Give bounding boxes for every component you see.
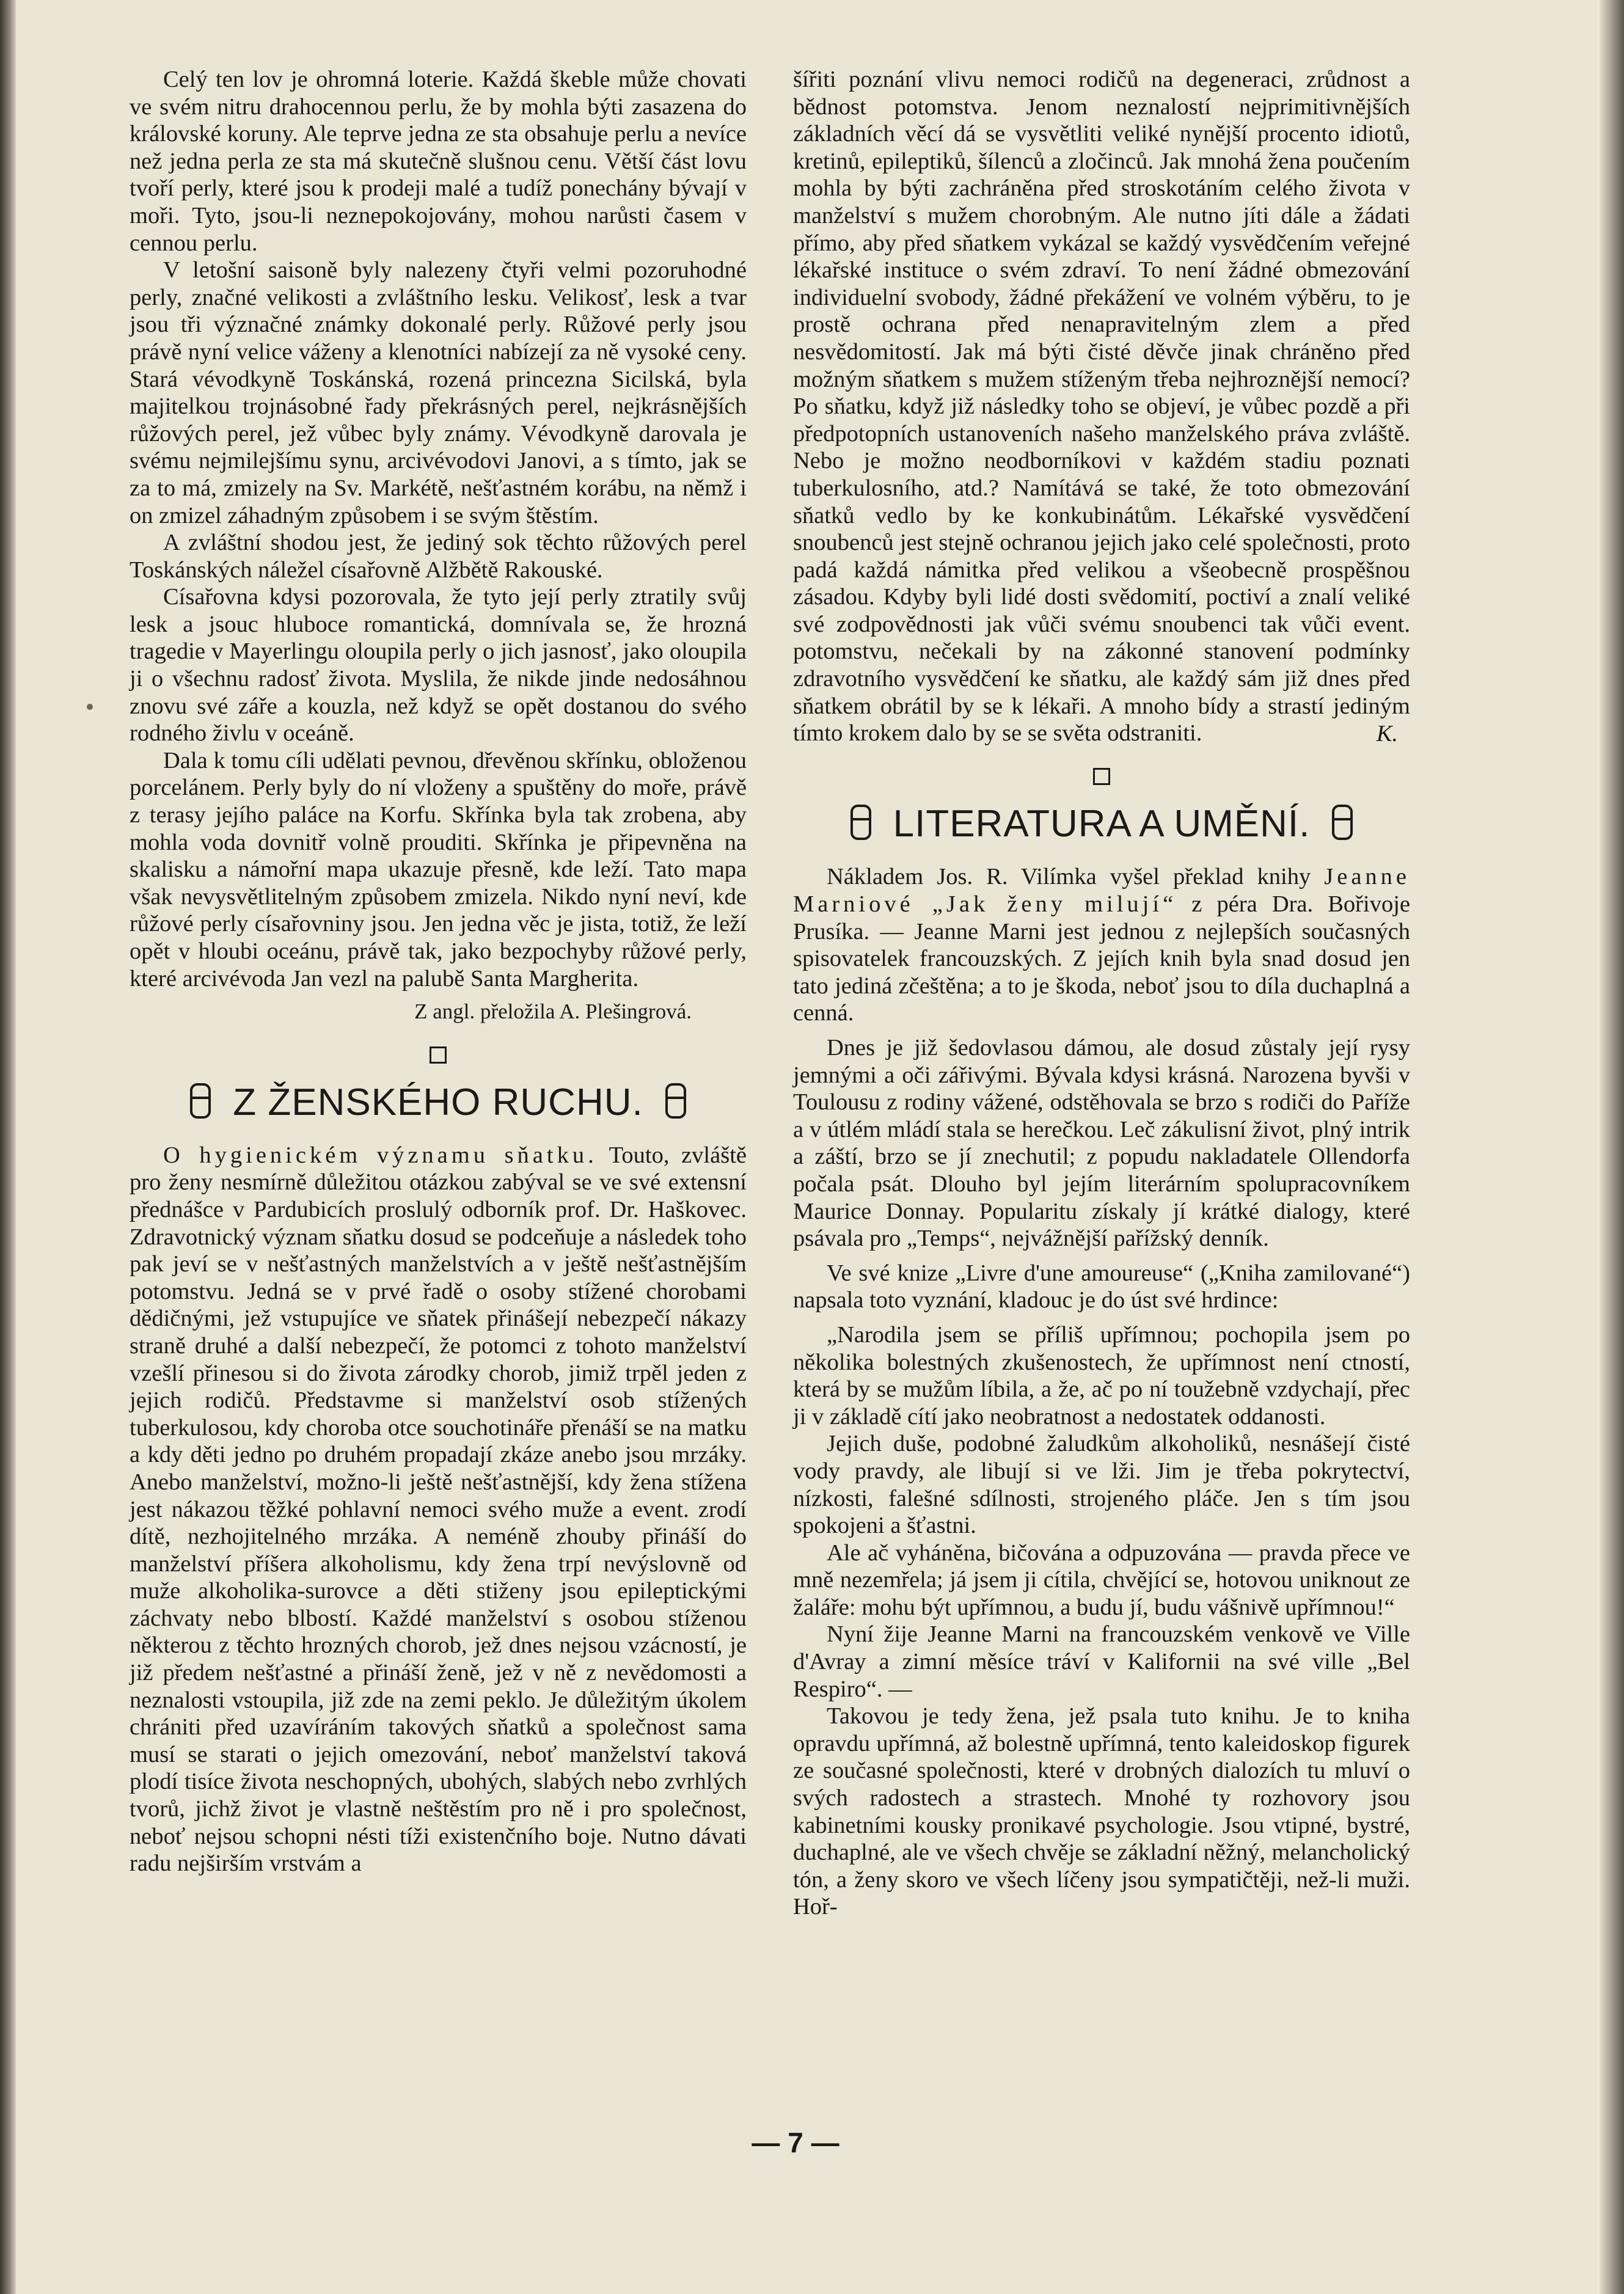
- section2-paragraph: Takovou je tedy žena, jež psala tuto knihu. Je to kniha opravdu upřímná, až bolestně upřímná, tento kaleidoskop figurek ze současné společnosti, které v drobných dialozích tu mluví o svých radostech a strastech. Mnohé ty rozhovory jsou kabinetními kousky pronikavé psychologie. Jsou vtipné, bystré, duchaplné, ale ve všech chvěje se základní něžný, melancholický tón, a ženy skoro ve všech líčeny jsou sympatičtěji, než-li muži. Hoř-: [793, 1703, 1410, 1920]
- section-separator: [793, 758, 1410, 792]
- section2-paragraph: Nyní žije Jeanne Marni na francouzském venkově ve Ville d'Avray a zimní měsíce tráví v Kalifornii na své ville „Bel Respiro“. —: [793, 1621, 1410, 1702]
- left-column: [130, 66, 747, 1877]
- book-title: Jeanne Marniové „Jak ženy milují“: [793, 864, 1410, 918]
- article1-paragraph: V letošní saisoně byly nalezeny čtyři velmi pozoruhodné perly, značné velikosti a zvláštního lesku. Velikosť, lesk a tvar jsou tři význačné známky dokonalé perly. Růžové perly jsou právě nyní velice váženy a klenotníci nabízejí za ně vysoké ceny. Stará vévodkyně Toskánská, rozená princezna Sicilská, byla majitelkou trojnásobné řady překrásných perel, nejkrásnějších růžových perel, jež vůbec byly známy. Vévodkyně darovala je svému nejmilejšímu synu, arcivévodovi Janovi, a s tímto, jak se za to má, zmizely na Sv. Markétě, nešťastném korábu, na němž i on zmizel záhadným způsobem i se svým štěstím.: [130, 257, 747, 528]
- page-number: — 7 —: [752, 2127, 839, 2158]
- margin-dot: [87, 704, 93, 710]
- section2-quote: Jejich duše, podobné žaludkům alkoholiků, nesnášejí čisté vody pravdy, ale libují si ve lži. Jim je třeba pokrytectví, nízkosti, falešné sdílnosti, strojeného pláče. Jen s tím jsou spokojeni a šťastni.: [793, 1431, 1410, 1539]
- article1-paragraph: Celý ten lov je ohromná loterie. Každá škeble může chovati ve svém nitru drahocennou perlu, že by mohla býti zasazena do královské koruny. Ale teprve jedna ze sta obsahuje perlu a nevíce než jedna perla ze sta má skutečně slušnou cenu. Větší část lovu tvoří perly, které jsou k prodeji malé a tudíž ponechány bývají v moři. Tyto, jsou-li neznepokojovány, mohou narůsti časem v cennou perlu.: [130, 67, 747, 256]
- page-edge-shadow: [1600, 0, 1624, 2294]
- separator-square-icon: [1093, 768, 1110, 785]
- article1-paragraph: Dala k tomu cíli udělati pevnou, dřevěnou skřínku, obloženou porcelánem. Perly byly do ní vloženy a spuštěny do moře, právě z terasy jejího paláce na Korfu. Skřínka byla tak zrobena, aby mohla voda dovnitř volně prouditi. Skřínka je připevněna na skalisku a námořní mapa ukazuje přesně, kde leží. Tato mapa však nevysvětlitelným způsobem zmizela. Nikdo nyní neví, kde růžové perly císařovniny jsou. Jen jedna věc je jista, totiž, že leží opět v hloubi oceánu, právě tak, jako bezpochyby růžové perly, které arcivévoda Jan vezl na palubě Santa Margherita.: [130, 747, 747, 992]
- section1-text: Touto, zvláště pro ženy nesmírně důležitou otázkou zabýval se ve své extensní přednášce v Pardubicích proslulý odborník prof. Dr. Haškovec. Zdravotnický význam sňatku dosud se podceňuje a následek toho pak jeví se v nešťastných manželstvích a v ještě nešťastnějším potomstvu. Jedná se v prvé řadě o osoby stížené chorobami dědičnými, jež vstupujíce ve sňatek přinášejí nebezpečí nákazy straně druhé a další nebezpečí, že potomci z tohoto manželství vzešlí přinesou si do života zárodky chorob, jimiž trpěl jeden z jejich rodičů. Představme si manželství osob stížených tuberkulosou, kdy choroba otce souchotináře přenáší se na matku a kdy děti jedno po druhém propadají zkáze anebo jsou mrzáky. Anebo manželství, možno-li ještě nešťastnější, kdy žena stížena jest nákazou těžké pohlavní nemoci svého muže a event. zrodí dítě, nezhojitelného mrzáka. A neméně zhouby přináší do manželství příšera alkoholismu, kdy žena trpí nevýslovně od muže alkoholika-surovce a děti stiženy jsou epileptickými záchvaty nebo blbostí. Každé manželství s osobou stíženou některou z těchto hrozných chorob, jež dnes nejsou vzácností, je již předem nešťastné a přináší ženě, jež v ně z nevědomosti a neznalosti vstoupila, již zde na zemi peklo. Je důležitým úkolem chrániti před uzavíráním takových sňatků a společnost sama musí se starati o jejich omezování, neboť manželství taková plodí tisíce života neschopných, ubohých, slabých nebo zvrhlých tvorů, jichž život je vlastně neštěstím pro ně i pro společnost, neboť nejsou schopni nésti tíži existenčního boje. Nutno dávati radu nejširším vrstvám a: [130, 1142, 747, 1877]
- intro-text: z péra Dra. Bořivoje Prusíka. — Jeanne Marni jest jednou z nejlepších současných spisovatelek francouzských. Z jejích knih byla snad dosud jen tato jediná zčeštěna; a to je škoda, neboť jsou to díla duchaplná a cenná.: [793, 891, 1410, 1026]
- article1-paragraph: A zvláštní shodou jest, že jediný sok těchto růžových perel Toskánských náležel císařovně Alžbětě Rakouské.: [130, 530, 747, 583]
- section1-signature: K.: [1376, 720, 1398, 747]
- section-heading-zenskeho-ruchu: [130, 1079, 747, 1126]
- intro-text: Nákladem Jos. R. Vilímka vyšel překlad knihy: [827, 864, 1325, 890]
- right-column: [793, 66, 1410, 1921]
- ornament-icon: [1332, 805, 1353, 840]
- ornament-icon: [665, 1083, 686, 1119]
- heading-text: LITERATURA A UMĚNÍ.: [893, 803, 1311, 846]
- section2-paragraph: Ve své knize „Livre d'une amoureuse“ („Kniha zamilované“) napsala toto vyznání, kladouc je do úst své hrdince:: [793, 1260, 1410, 1313]
- section-heading-literatura: [793, 801, 1410, 847]
- section1-lead: O hygienickém významu sňatku.: [163, 1142, 598, 1168]
- section1-paragraph: [130, 1142, 747, 1877]
- ornament-icon: [190, 1083, 211, 1119]
- ornament-icon: [850, 805, 871, 840]
- section2-intro: [793, 863, 1410, 1027]
- article1-paragraph: Císařovna kdysi pozorovala, že tyto její perly ztratily svůj lesk a jsouc hluboce romantická, domnívala se, že hrozná tragedie v Mayerlingu oloupila perly o jich jasnosť, jako oloupila ji o všechnu radosť života. Myslila, že nikde jinde nedosáhnou znovu své záře a kouzla, než když se opět dostanou do svého rodného živlu v oceáně.: [130, 584, 747, 747]
- heading-text: Z ŽENSKÉHO RUCHU.: [233, 1081, 643, 1123]
- section-separator: [130, 1037, 747, 1071]
- section2-quote: „Narodila jsem se příliš upřímnou; pochopila jsem po několika bolestných zkušenostech, že upřímnost není ctností, která by se mužům líbila, a že, ač po ní toužebně vzdychají, přec ji v základě cítí jako neobratnost a nedostatek oddanosti.: [793, 1321, 1410, 1430]
- section2-quote: Ale ač vyháněna, bičována a odpuzována — pravda přece ve mně nezemřela; já jsem ji cítila, chvějící se, hotovou uniknout ze žaláře: mohu být upřímnou, a budu jí, budu vášnivě upřímnou!“: [793, 1540, 1410, 1620]
- article1-signature: Z angl. přeložila A. Plešingrová.: [414, 999, 692, 1024]
- separator-square-icon: [430, 1047, 447, 1064]
- book-spine-shadow: [0, 0, 16, 2294]
- section1-continuation: šířiti poznání vlivu nemoci rodičů na degeneraci, zrůdnost a bědnost potomstva. Jenom neznalostí nejprimitivnějších základních věcí dá se vysvětliti veliké nynější procento idiotů, kretinů, epileptiků, šílenců a zločinců. Jak mnohá žena poučením mohla by býti zachráněna před stroskotáním celého života v manželství s mužem chorobným. Ale nutno jíti dále a žádati přímo, aby před sňatkem vykázal se každý vysvědčením veřejné lékařské instituce o svém zdraví. To není žádné obmezování individuelní svobody, žádné překážení ve volném výběru, to je prostě ochrana před nenapravitelným zlem a před nesvědomitostí. Jak má býti čisté děvče jinak chráněno před možným sňatkem s mužem stíženým třeba nejhroznější nemocí? Po sňatku, když již následky toho se objeví, je vůbec pozdě a při předpotopních ustanoveních našeho manželského práva zvláště. Nebo je možno neodborníkovi v každém stadiu poznati tuberkulosního, atd.? Namítává se také, že toto obmezování sňatků vedlo by ke konkubinátům. Lékařské vysvědčení snoubenců jest stejně ochranou jejich jako celé společnosti, proto padá každá námitka před velikou a všeobecně prospěšnou zásadou. Kdyby byli lidé dosti svědomití, poctiví a znalí veliké své zodpovědnosti jak vůči svému snoubenci tak vůči event. potomstvu, nečekali by na zákonné stanovení podmínky zdravotního vysvědčení ke sňatku, ale každý sám již dnes před sňatkem obrátil by se k lékaři. A mnoho bídy a strastí jediným tímto krokem dalo by se se světa odstraniti.: [793, 67, 1410, 747]
- section2-paragraph: Dnes je již šedovlasou dámou, ale dosud zůstaly její rysy jemnými a oči zářivými. Bývala kdysi krásná. Narozena byvši v Toulousu z rodiny vážené, odstěhovala se brzo s rodiči do Paříže a v útlém mládí stala se herečkou. Leč zákulisní život, plný intrik a záští, brzo se jí znechutil; z popudu nakladatele Ollendorfa počala psát. Dlouho byl jejím literárním spolupracovníkem Maurice Donnay. Popularitu získaly jí krátké dialogy, které psávala pro „Temps“, nejvážnější pařížský denník.: [793, 1035, 1410, 1252]
